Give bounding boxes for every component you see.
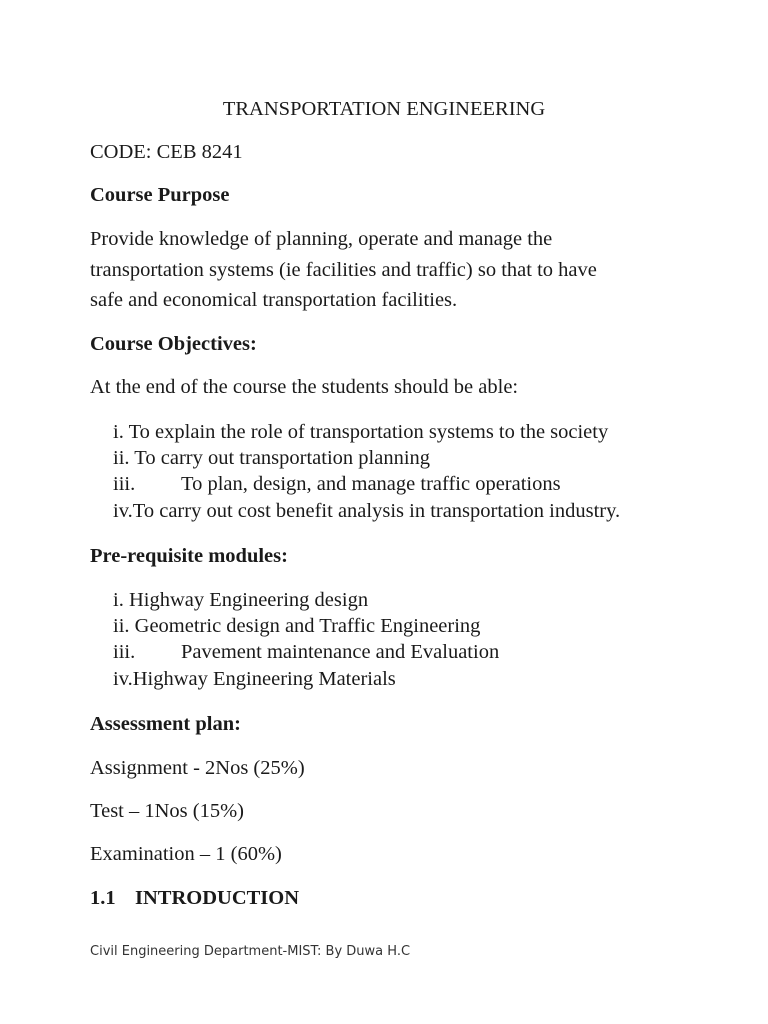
document-title: TRANSPORTATION ENGINEERING — [222, 98, 546, 120]
section-title: INTRODUCTION — [135, 887, 300, 909]
list-text: Highway Engineering Materials — [132, 668, 396, 690]
list-number: ii. — [113, 447, 130, 469]
list-number: iv. — [113, 500, 133, 522]
list-number: i. — [113, 589, 124, 611]
list-item — [113, 666, 396, 692]
list-number: i. — [113, 421, 124, 443]
objectives-heading: Course Objectives: — [90, 333, 257, 355]
assessment-item: Examination – 1 (60%) — [90, 843, 282, 865]
list-text: To explain the role of transportation systems to the society — [128, 421, 609, 443]
list-item — [113, 471, 561, 497]
course-code: CODE: CEB 8241 — [90, 141, 243, 163]
list-number: iv. — [113, 668, 133, 690]
list-text: To carry out cost benefit analysis in transportation industry. — [132, 500, 621, 522]
purpose-line: safe and economical transportation facilities. — [90, 289, 458, 311]
list-number: iii. — [113, 641, 136, 663]
purpose-heading: Course Purpose — [90, 184, 230, 206]
assessment-heading: Assessment plan: — [90, 713, 241, 735]
purpose-line: transportation systems (ie facilities and traffic) so that to have — [90, 259, 597, 281]
list-item — [113, 587, 368, 613]
list-item — [113, 613, 480, 639]
purpose-line: Provide knowledge of planning, operate and manage the — [90, 228, 553, 250]
list-item — [113, 498, 620, 524]
assessment-item: Assignment - 2Nos (25%) — [90, 757, 305, 779]
list-text: Geometric design and Traffic Engineering — [134, 615, 481, 637]
list-number: ii. — [113, 615, 130, 637]
section-number: 1.1 — [90, 887, 116, 909]
list-text: Pavement maintenance and Evaluation — [181, 641, 500, 663]
list-text: To plan, design, and manage traffic operations — [181, 473, 561, 495]
list-text: Highway Engineering design — [128, 589, 369, 611]
section-heading — [90, 885, 299, 911]
list-item — [113, 639, 499, 665]
objectives-intro: At the end of the course the students should be able: — [90, 376, 519, 398]
list-number: iii. — [113, 473, 136, 495]
list-item — [113, 419, 608, 445]
page-footer: Civil Engineering Department-MIST: By Duwa H.C — [90, 944, 411, 959]
list-item — [113, 445, 430, 471]
prereq-heading: Pre-requisite modules: — [90, 545, 288, 567]
assessment-item: Test – 1Nos (15%) — [90, 800, 245, 822]
list-text: To carry out transportation planning — [134, 447, 431, 469]
